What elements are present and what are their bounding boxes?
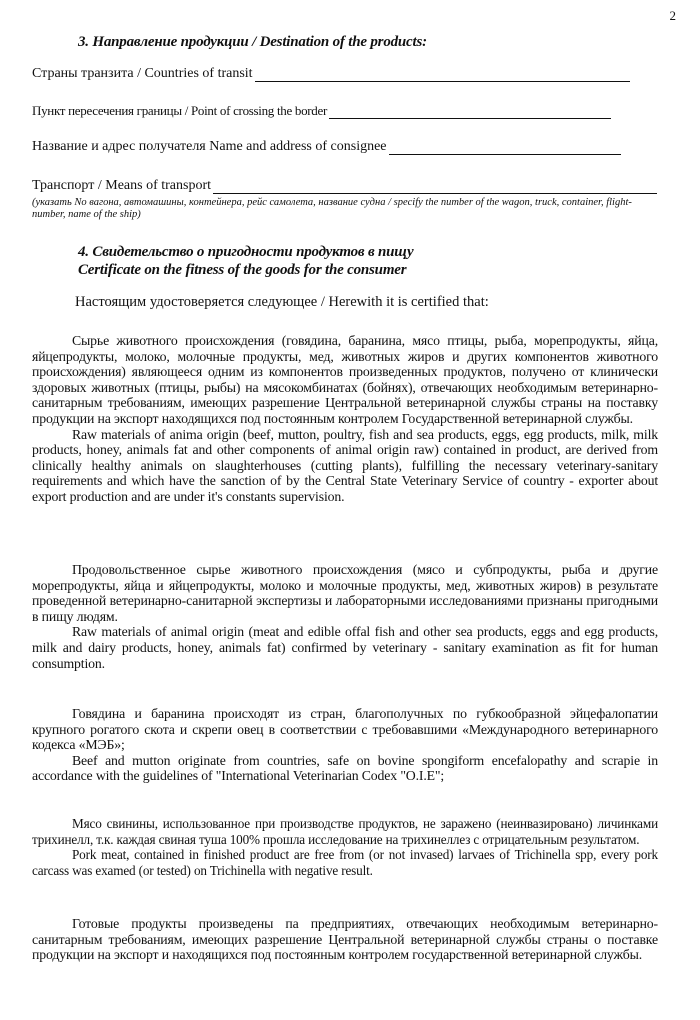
transport-field: [32, 178, 657, 194]
paragraph-beef-mutton: [32, 706, 658, 784]
consignee-line[interactable]: [389, 140, 621, 155]
border-crossing-field: [32, 103, 611, 119]
certify-statement: Настоящим удостоверяется следующее / Herewith it is certified that:: [75, 294, 489, 310]
transit-countries-label: Страны транзита / Countries of transit: [32, 66, 253, 81]
paragraph-raw-materials-ru: Сырье животного происхождения (говядина, баранина, мясо птицы, рыба, морепродукты, яйца, яйцепродукты, молоко, молочные продукты, мед, животных жиров и других компонентов животного происхождения) являющееся одним из компонентов произведенных продуктов, получено от клинически здоровых животных (птицы, рыбы) на мясокомбинатах (бойнях), отвечающих необходимым ветеринарно-санитарным требованиям, имеющих разрешение Центральной ветеринарной службы страны на поставку продукции на экспорт находящихся под постоянным контролем Государственной ветеринарной службы.: [32, 333, 658, 426]
paragraph-food-raw: [32, 562, 658, 671]
paragraph-food-raw-ru: Продовольственное сырье животного происхождения (мясо и субпродукты, рыба и другие морепродукты, яйца и яйцепродукты, молоко и молочные продукты, мед, животных жиров) в результате проведенной ветеринарно-санитарной экспертизы и лабораторными исследованиями признаны пригодными в пищу людям.: [32, 562, 658, 624]
border-crossing-label: Пункт пересечения границы / Point of crossing the border: [32, 103, 328, 118]
paragraph-food-raw-en: Raw materials of animal origin (meat and edible offal fish and other sea products, eggs and egg products, milk and dairy products, honey, animals fat) confirmed by veterinary - sanitary examination as fit for human consumption.: [32, 624, 658, 671]
paragraph-raw-materials: [32, 333, 658, 505]
transit-countries-field: [32, 66, 630, 82]
transport-line[interactable]: [213, 179, 657, 194]
paragraph-finished-products-ru: Готовые продукты произведены па предприятиях, отвечающих необходимым ветеринарно-санитарным требованиям, имеющих разрешение Центральной ветеринарной службы страны о поставке продукции на экспорт и находящихся под постоянным контролем государственной ветеринарной службы.: [32, 916, 658, 963]
certificate-title-en: Certificate on the fitness of the goods for the consumer: [78, 262, 407, 278]
paragraph-pork: [32, 816, 658, 878]
paragraph-pork-en: Pork meat, contained in finished product are free from (or not invased) larvaes of Trichinella spp, every pork carcass was examed (or tested) on Trichinella with negative result.: [32, 847, 658, 878]
transport-hint: (указать No вагона, автомашины, контейнера, рейс самолета, название судна / specify the number of the wagon, truck, container, flight-number, name of the ship): [32, 197, 632, 220]
transit-countries-line[interactable]: [255, 67, 630, 82]
certificate-title-ru: 4. Свидетельство о пригодности продуктов в пищу: [78, 244, 414, 260]
paragraph-beef-mutton-en: Beef and mutton originate from countries, safe on bovine spongiform encefalopathy and scrapie in accordance with the guidelines of "International Veterinarian Codex "O.I.E";: [32, 752, 658, 784]
consignee-label: Название и адрес получателя Name and address of consignee: [32, 139, 387, 154]
border-crossing-line[interactable]: [329, 104, 611, 119]
transport-label: Транспорт / Means of transport: [32, 178, 212, 193]
paragraph-finished-products: [32, 916, 658, 963]
page-number: 2: [669, 8, 676, 23]
paragraph-raw-materials-en: Raw materials of anima origin (beef, mutton, poultry, fish and sea products, eggs, egg products, milk, milk products, honey, animals fat and other components of animal origin raw) contained in product, are derived from clinically healthy animals on slaughterhouses (cutting plants), fulfilling the necessary veterinary-sanitary requirements and which have the sanction of by the Central State Veterinary Service of country - exporter about export production and are under it's constants supervision.: [32, 426, 658, 504]
consignee-field: [32, 139, 621, 155]
paragraph-beef-mutton-ru: Говядина и баранина происходят из стран, благополучных по губкообразной эйцефалопатии крупного рогатого скота и скрепи овец в соответствии с требовавшими «Международного ветеринарного кодекса «МЭБ»;: [32, 706, 658, 753]
certificate-title: [78, 243, 414, 279]
destination-section-title: 3. Направление продукции / Destination of the products:: [78, 34, 427, 50]
paragraph-pork-ru: Мясо свинины, использованное при производстве продуктов, не заражено (неинвазировано) личинками трихинелл, т.к. каждая свиная туша 100% прошла исследование на трихинеллез с отрицательным результатом.: [32, 816, 658, 847]
